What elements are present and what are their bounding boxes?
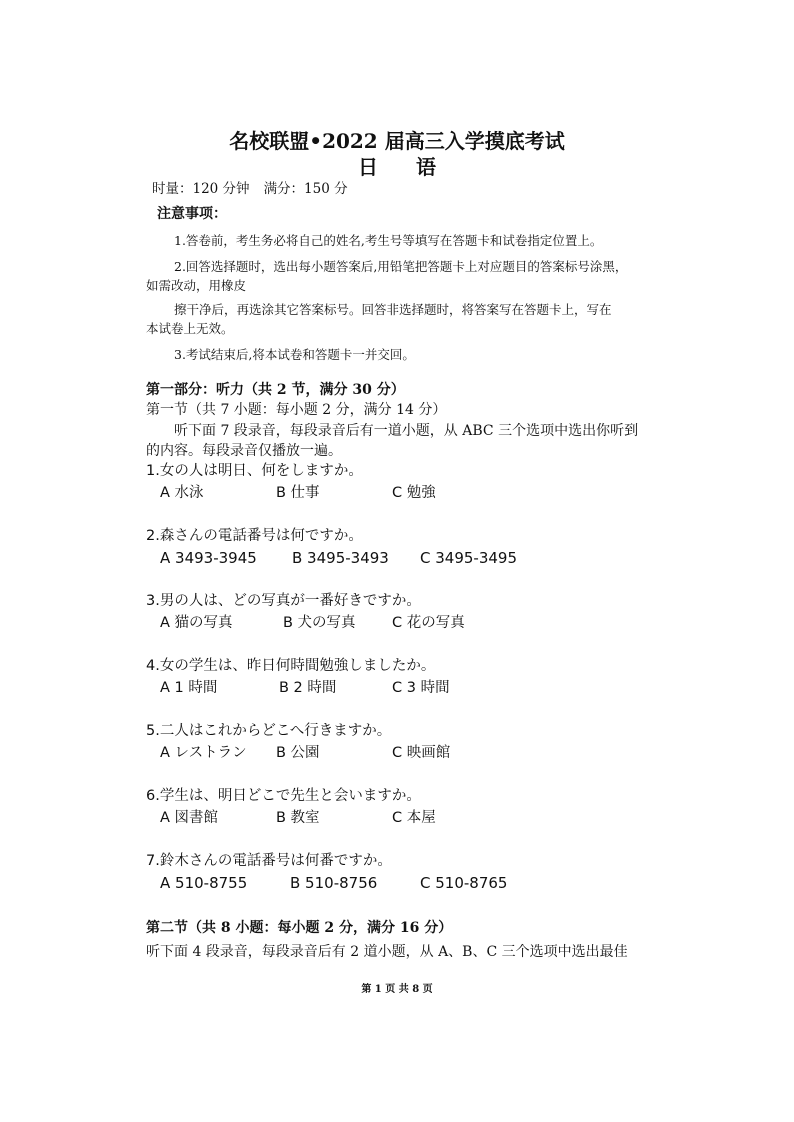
- q4-option-b: B 2 時間: [279, 680, 337, 696]
- q6-option-c: C 本屋: [392, 810, 436, 826]
- note-line-3: 如需改动，用橡皮: [146, 278, 247, 293]
- question-2: 2.森さんの電話番号は何ですか。: [146, 528, 363, 544]
- page-footer: 第 1 页 共 8 页: [361, 984, 433, 995]
- question-3: 3.男の人は、どの写真が一番好きですか。: [146, 593, 421, 609]
- q3-option-c: C 花の写真: [392, 615, 465, 631]
- q3-option-a: A 猫の写真: [160, 615, 233, 631]
- section2-intro: 听下面 4 段录音，每段录音后有 2 道小题，从 A、B、C 三个选项中选出最佳: [146, 944, 628, 960]
- subject-char-2: 语: [416, 155, 436, 179]
- q4-option-c: C 3 時間: [392, 680, 450, 696]
- q5-option-c: C 映画館: [392, 745, 451, 761]
- question-6: 6.学生は、明日どこで先生と会いますか。: [146, 788, 421, 804]
- note-line-4: 擦干净后，再选涂其它答案标号。回答非选择题时，将答案写在答题卡上，写在: [174, 302, 612, 317]
- q5-option-a: A レストラン: [160, 745, 247, 761]
- q3-option-b: B 犬の写真: [283, 615, 356, 631]
- q2-option-b: B 3495-3493: [292, 549, 389, 567]
- question-5: 5.二人はこれからどこへ行きますか。: [146, 723, 392, 739]
- exam-meta: [152, 179, 348, 199]
- exam-title: 名校联盟•2022 届高三入学摸底考试: [229, 129, 565, 153]
- note-line-6: 3.考试结束后,将本试卷和答题卡一并交回。: [174, 347, 415, 362]
- note-line-1: 1.答卷前，考生务必将自己的姓名,考生号等填写在答题卡和试卷指定位置上。: [174, 233, 603, 248]
- question-4: 4.女の学生は、昨日何時間勉強しましたか。: [146, 658, 436, 674]
- notes-heading: 注意事项：: [157, 206, 227, 222]
- section1-intro-line-1: 听下面 7 段录音，每段录音后有一道小题，从 ABC 三个选项中选出你听到: [174, 423, 639, 439]
- q5-option-b: B 公園: [276, 745, 320, 761]
- q2-option-a: A 3493-3945: [160, 549, 257, 567]
- q6-option-b: B 教室: [276, 810, 320, 826]
- section1-heading: 第一节（共 7 小题：每小题 2 分，满分 14 分）: [146, 402, 447, 418]
- part1-heading: 第一部分：听力（共 2 节，满分 30 分）: [146, 382, 405, 398]
- q2-option-c: C 3495-3495: [420, 549, 518, 567]
- time-limit: 时量：120 分钟: [152, 181, 250, 197]
- subject-char-1: 日: [358, 155, 378, 179]
- q7-option-b: B 510-8756: [290, 874, 378, 892]
- q7-option-a: A 510-8755: [160, 874, 248, 892]
- exam-subject: [0, 153, 794, 181]
- question-1: 1.女の人は明日、何をしますか。: [146, 463, 363, 479]
- q1-option-c: C 勉強: [392, 485, 436, 501]
- q7-option-c: C 510-8765: [420, 874, 508, 892]
- note-line-2: 2.回答选择题时，选出每小题答案后,用铅笔把答题卡上对应题目的答案标号涂黑，: [174, 259, 628, 274]
- q4-option-a: A 1 時間: [160, 680, 218, 696]
- q1-option-b: B 仕事: [276, 485, 320, 501]
- note-line-5: 本试卷上无效。: [146, 321, 234, 336]
- q6-option-a: A 図書館: [160, 810, 219, 826]
- q1-option-a: A 水泳: [160, 485, 204, 501]
- full-score: 满分：150 分: [263, 181, 348, 197]
- question-7: 7.鈴木さんの電話番号は何番ですか。: [146, 853, 392, 869]
- section1-intro-line-2: 的内容。每段录音仅播放一遍。: [146, 443, 342, 459]
- section2-heading: 第二节（共 8 小题：每小题 2 分，满分 16 分）: [146, 920, 453, 936]
